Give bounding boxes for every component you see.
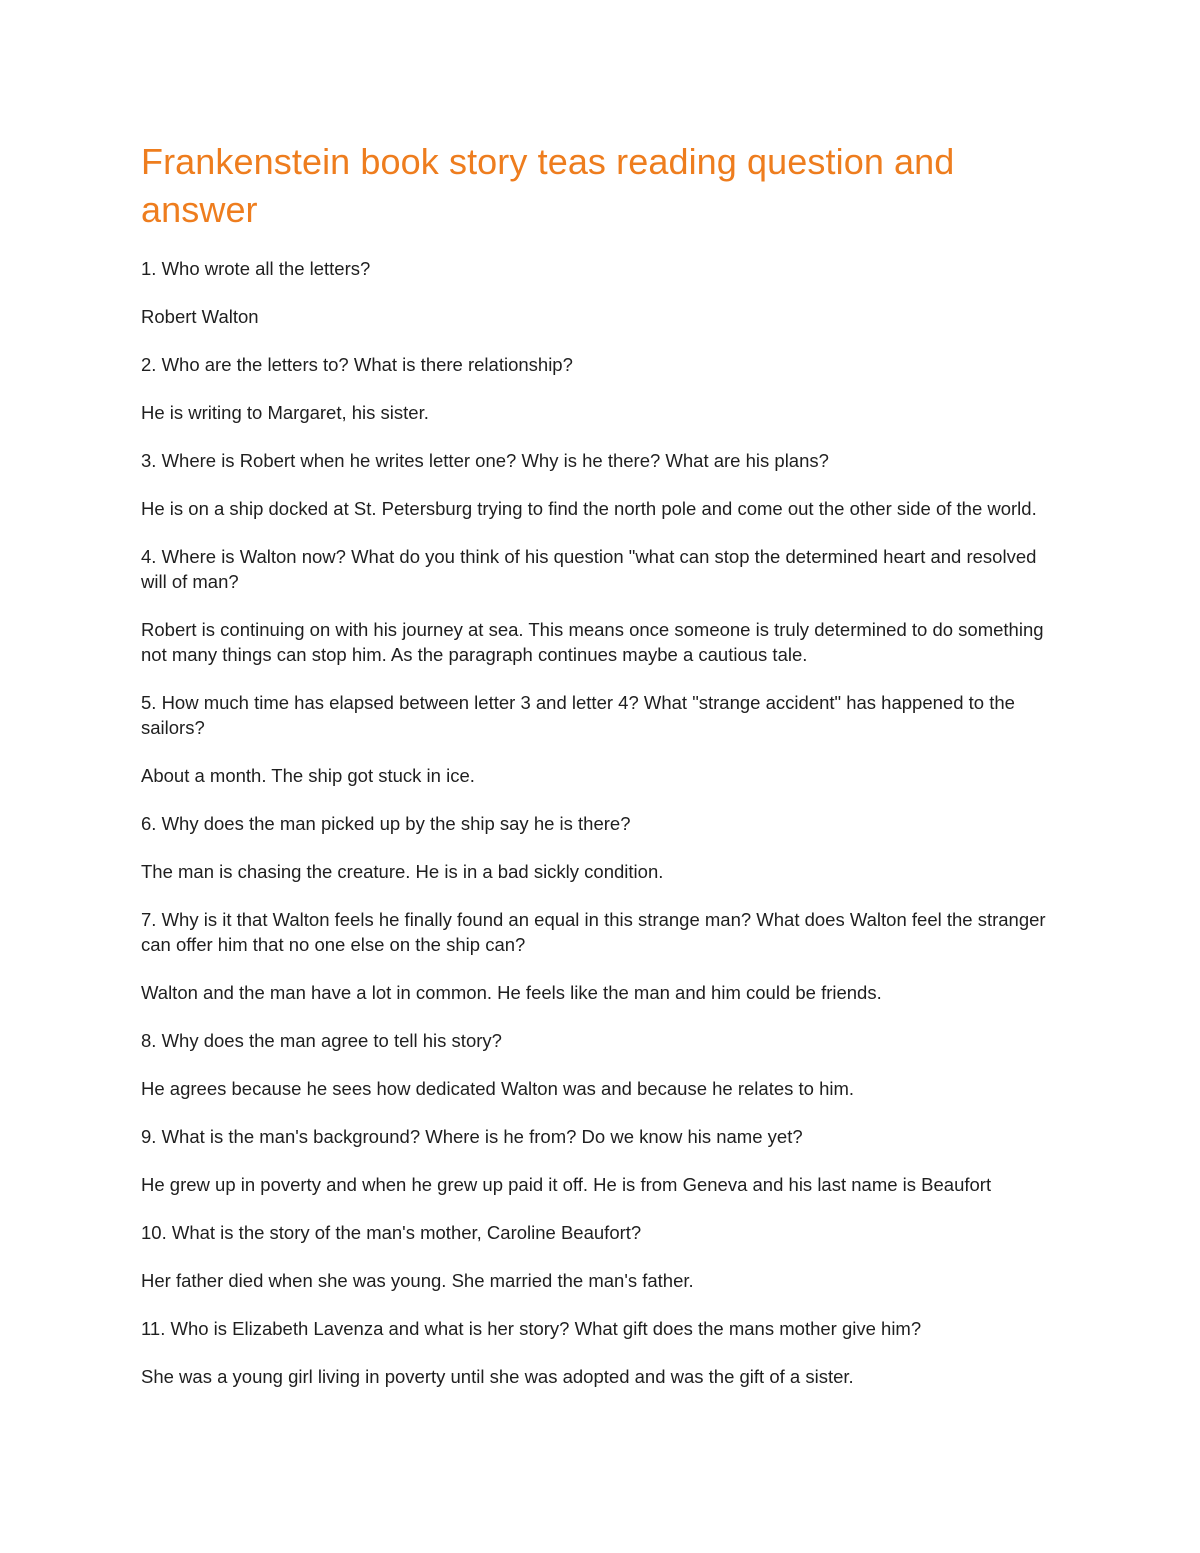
qa-item <box>141 811 1061 884</box>
question-6: 6. Why does the man picked up by the ship say he is there? <box>141 813 631 834</box>
answer-5: About a month. The ship got stuck in ice. <box>141 765 475 786</box>
qa-item <box>141 907 1061 1005</box>
question-4: 4. Where is Walton now? What do you think of his question "what can stop the determined heart and resolved will of man? <box>141 546 1037 592</box>
qa-item <box>141 690 1061 788</box>
question-11: 11. Who is Elizabeth Lavenza and what is her story? What gift does the mans mother give him? <box>141 1318 922 1339</box>
answer-7: Walton and the man have a lot in common. He feels like the man and him could be friends. <box>141 982 882 1003</box>
question-3: 3. Where is Robert when he writes letter one? Why is he there? What are his plans? <box>141 450 829 471</box>
answer-9: He grew up in poverty and when he grew up paid it off. He is from Geneva and his last name is Beaufort <box>141 1174 992 1195</box>
question-1: 1. Who wrote all the letters? <box>141 258 371 279</box>
qa-item <box>141 1124 1061 1197</box>
question-7: 7. Why is it that Walton feels he finally found an equal in this strange man? What does Walton feel the stranger can offer him that no one else on the ship can? <box>141 909 1046 955</box>
qa-item <box>141 352 1061 425</box>
qa-item <box>141 448 1061 521</box>
answer-10: Her father died when she was young. She married the man's father. <box>141 1270 694 1291</box>
question-2: 2. Who are the letters to? What is there relationship? <box>141 354 573 375</box>
qa-item <box>141 1220 1061 1293</box>
answer-4: Robert is continuing on with his journey at sea. This means once someone is truly determined to do something not many things can stop him. As the paragraph continues maybe a cautious tale. <box>141 619 1044 665</box>
question-5: 5. How much time has elapsed between letter 3 and letter 4? What "strange accident" has happened to the sailors? <box>141 692 1015 738</box>
document-page <box>141 138 1061 1412</box>
answer-1: Robert Walton <box>141 306 259 327</box>
answer-8: He agrees because he sees how dedicated Walton was and because he relates to him. <box>141 1078 855 1099</box>
answer-11: She was a young girl living in poverty until she was adopted and was the gift of a sister. <box>141 1366 854 1387</box>
question-9: 9. What is the man's background? Where is he from? Do we know his name yet? <box>141 1126 803 1147</box>
answer-3: He is on a ship docked at St. Petersburg trying to find the north pole and come out the other side of the world. <box>141 498 1037 519</box>
qa-list <box>141 256 1061 1389</box>
qa-item <box>141 1028 1061 1101</box>
qa-item <box>141 544 1061 667</box>
document-title: Frankenstein book story teas reading question and answer <box>141 141 955 230</box>
answer-2: He is writing to Margaret, his sister. <box>141 402 429 423</box>
qa-item <box>141 256 1061 329</box>
qa-item <box>141 1316 1061 1389</box>
question-10: 10. What is the story of the man's mother, Caroline Beaufort? <box>141 1222 642 1243</box>
question-8: 8. Why does the man agree to tell his story? <box>141 1030 502 1051</box>
answer-6: The man is chasing the creature. He is in a bad sickly condition. <box>141 861 664 882</box>
